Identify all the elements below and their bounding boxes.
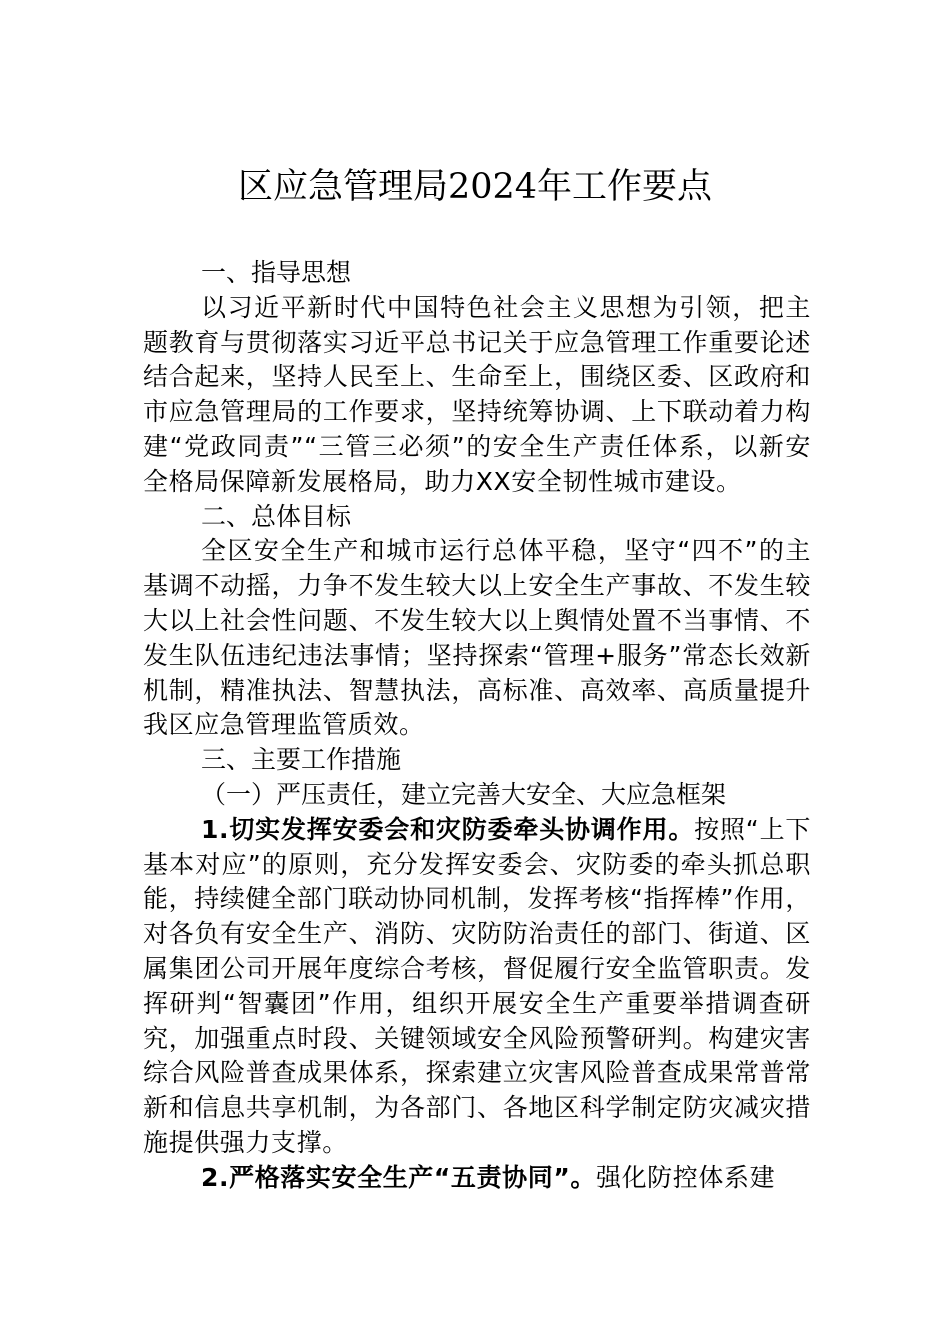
item-2-lead: 2.严格落实安全生产“五责协同”。	[201, 1162, 596, 1192]
section-heading-main-measures: 三、主要工作措施	[201, 745, 402, 775]
paragraph-item-2	[143, 1161, 811, 1196]
paragraph-guiding-ideology: 以习近平新时代中国特色社会主义思想为引领，把主题教育与贯彻落实习近平总书记关于应急管理工作重要论述结合起来，坚持人民至上、生命至上，围绕区委、区政府和市应急管理局的工作要求，坚持统筹协调、上下联动着力构建“党政同责”“三管三必须”的安全生产责任体系，以新安全格局保障新发展格局，助力XX安全韧性城市建设。	[143, 292, 811, 496]
document-title: 区应急管理局2024年工作要点	[237, 167, 713, 207]
item-1-text: 按照“上下基本对应”的原则，充分发挥安委会、灾防委的牵头抓总职能，持续健全部门联动协同机制，发挥考核“指挥棒”作用，对各负有安全生产、消防、灾防防治责任的部门、街道、区属集团公司开展年度综合考核，督促履行安全监管职责。发挥研判“智囊团”作用，组织开展安全生产重要举措调查研究，加强重点时段、关键领域安全风险预警研判。构建灾害综合风险普查成果体系，探索建立灾害风险普查成果常普常新和信息共享机制，为各部门、各地区科学制定防灾减灾措施提供强力支撑。	[143, 814, 811, 1157]
section-heading-guiding-ideology: 一、指导思想	[201, 258, 352, 287]
item-1-lead: 1.切实发挥安委会和灾防委牵头协调作用。	[201, 814, 695, 844]
subsection-heading-responsibility: （一）严压责任，建立完善大安全、大应急框架	[201, 779, 727, 809]
item-2-text: 强化防控体系建	[595, 1162, 776, 1192]
paragraph-overall-goals: 全区安全生产和城市运行总体平稳，坚守“四不”的主基调不动摇，力争不发生较大以上安全生产事故、不发生较大以上社会性问题、不发生较大以上舆情处置不当事情、不发生队伍违纪违法事情；坚持探索“管理+服务”常态长效新机制，精准执法、智慧执法，高标准、高效率、高质量提升我区应急管理监管质效。	[143, 536, 811, 740]
paragraph-item-1	[143, 813, 811, 1161]
section-heading-overall-goals: 二、总体目标	[201, 501, 352, 531]
document-body	[143, 256, 811, 1196]
